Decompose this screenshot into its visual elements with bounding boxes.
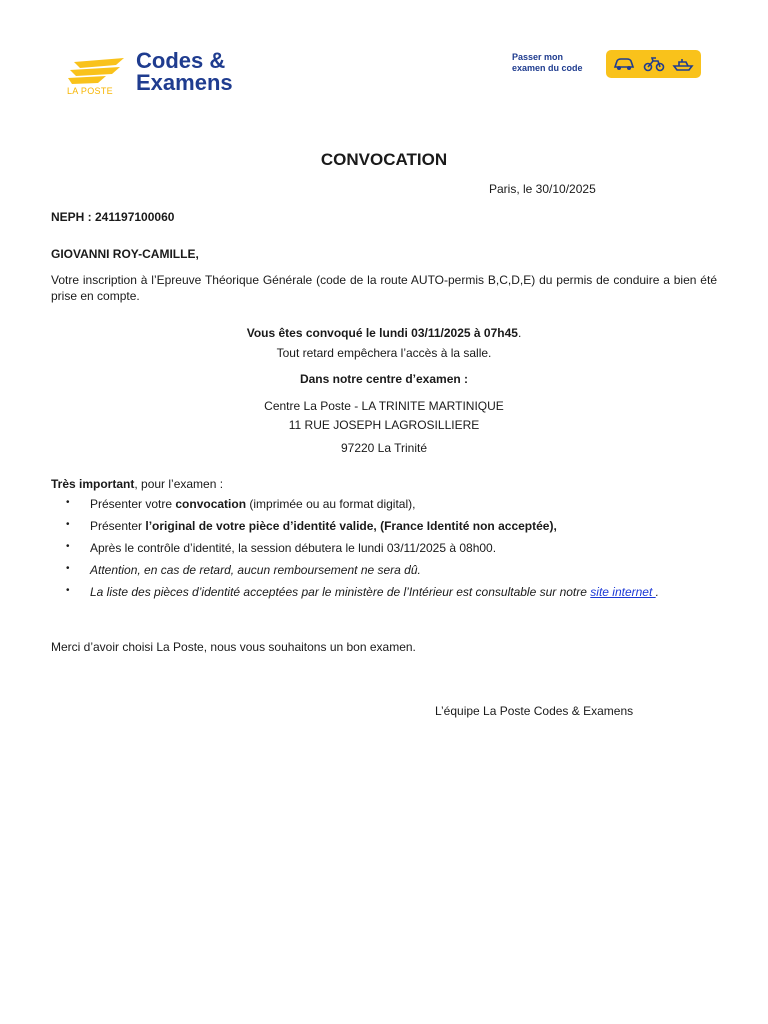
late-notice: Tout retard empêchera l’accès à la salle. — [276, 346, 492, 360]
letter-date: Paris, le 30/10/2025 — [489, 182, 596, 196]
list-item — [51, 496, 731, 518]
exam-center-heading: Dans notre centre d’examen : — [299, 372, 469, 386]
convocation-period: . — [517, 326, 522, 340]
signature: L’équipe La Poste Codes & Examens — [435, 704, 634, 718]
intro-paragraph: Votre inscription à l’Epreuve Théorique Générale (code de la route AUTO-permis B,C,D,E) du permis de conduire a bien été prise en compte. — [51, 273, 717, 304]
list-item — [51, 540, 731, 562]
list-item — [51, 518, 731, 540]
bullet-text: Attention, en cas de retard, aucun remboursement ne sera dû. — [90, 563, 421, 577]
recipient-name: GIOVANNI ROY-CAMILLE, — [51, 247, 199, 261]
bullet-bold: l’original de votre pièce d’identité valide, (France Identité non acceptée), — [145, 519, 557, 533]
bullet-bold: convocation — [175, 497, 247, 511]
logo-title — [136, 50, 233, 94]
neph-number: NEPH : 241197100060 — [51, 210, 175, 224]
important-line — [51, 476, 223, 492]
logo-title-line2: Examens — [136, 70, 233, 95]
list-item — [51, 584, 731, 606]
bullet-text: Après le contrôle d’identité, la session débutera le lundi 03/11/2025 à 08h00. — [90, 541, 497, 555]
convocation-date-line — [0, 325, 768, 341]
convocation-date: Vous êtes convoqué le lundi 03/11/2025 à 07h45 — [246, 326, 518, 340]
badge-text-line1: Passer mon — [512, 52, 564, 62]
important-rest: , pour l’examen : — [134, 477, 224, 491]
logo-small-text: LA POSTE — [67, 86, 113, 96]
bullet-text: Présenter — [90, 519, 146, 533]
page-title: CONVOCATION — [320, 150, 448, 169]
instructions-list — [51, 496, 731, 606]
exam-center-name: Centre La Poste - LA TRINITE MARTINIQUE — [264, 399, 504, 413]
important-label: Très important — [51, 477, 135, 491]
badge-pill — [606, 50, 701, 78]
car-icon — [613, 55, 635, 73]
closing-text: Merci d’avoir choisi La Poste, nous vous souhaitons un bon examen. — [51, 640, 416, 654]
logo-title-line1: Codes & — [136, 48, 226, 73]
bullet-text: (imprimée ou au format digital), — [246, 497, 416, 511]
site-internet-link[interactable]: site internet — [590, 585, 656, 599]
la-poste-logo — [66, 48, 266, 102]
bullet-text: Présenter votre — [90, 497, 176, 511]
exam-center-city: 97220 La Trinité — [340, 441, 428, 455]
badge-text-line2: examen du code — [512, 63, 583, 73]
badge-text — [512, 52, 604, 74]
motorcycle-icon — [643, 55, 665, 73]
la-poste-bird-icon — [66, 56, 126, 86]
exam-badge — [512, 50, 702, 78]
exam-center-street: 11 RUE JOSEPH LAGROSILLIERE — [288, 418, 480, 432]
boat-icon — [672, 55, 694, 73]
bullet-text: . — [655, 585, 659, 599]
list-item — [51, 562, 731, 584]
bullet-text: La liste des pièces d’identité acceptées par le ministère de l’Intérieur est consultable sur notre — [90, 585, 591, 599]
